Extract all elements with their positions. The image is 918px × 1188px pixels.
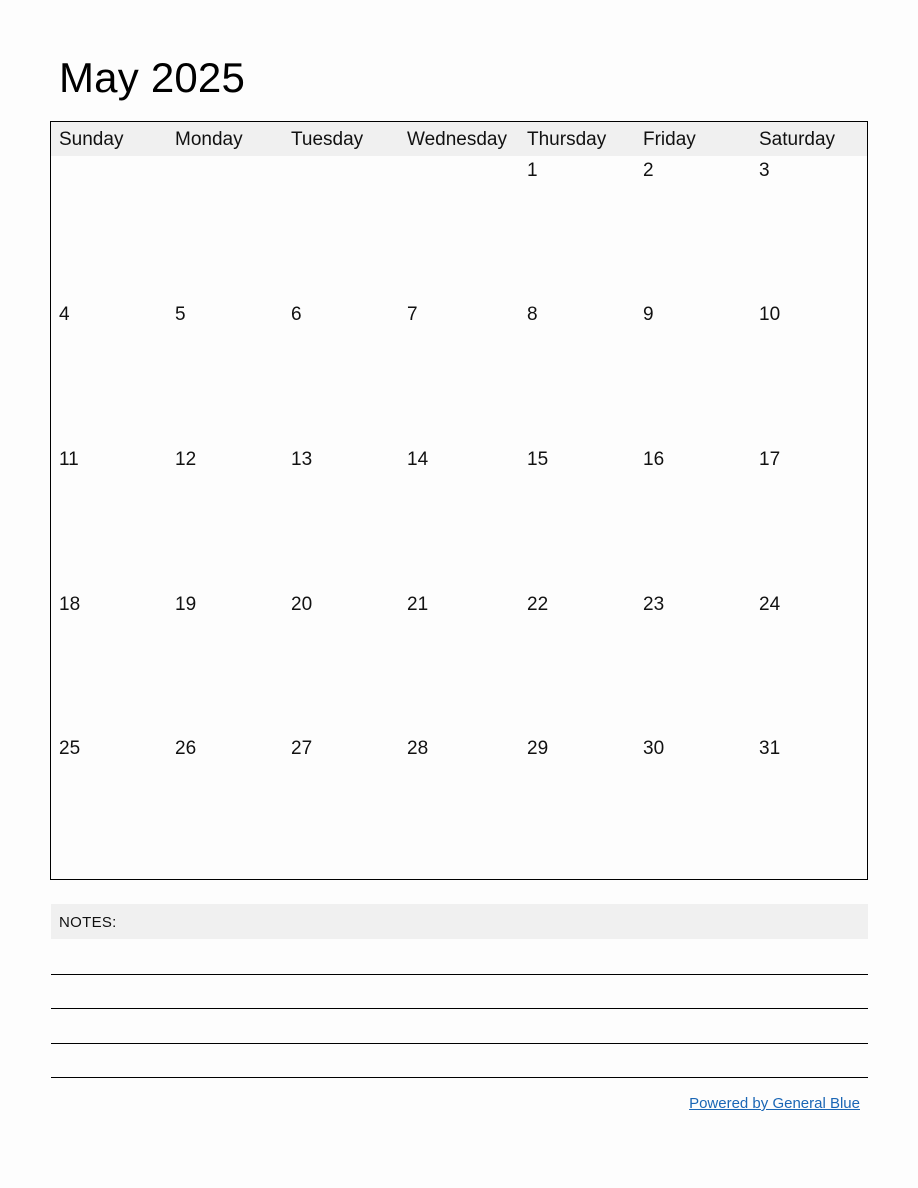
day-cell[interactable]: 25 bbox=[59, 738, 81, 759]
notes-header bbox=[51, 904, 868, 939]
day-cell[interactable]: 5 bbox=[175, 304, 186, 325]
day-cell[interactable]: 4 bbox=[59, 304, 70, 325]
weekday-sunday: Sunday bbox=[59, 129, 124, 150]
weekday-friday: Friday bbox=[643, 129, 696, 150]
day-cell[interactable]: 20 bbox=[291, 594, 313, 615]
note-line[interactable] bbox=[51, 1043, 868, 1044]
calendar-title: May 2025 bbox=[59, 54, 246, 101]
weekday-wednesday: Wednesday bbox=[407, 129, 507, 150]
day-cell[interactable]: 1 bbox=[527, 160, 538, 181]
day-cell[interactable]: 3 bbox=[759, 160, 770, 181]
day-cell[interactable]: 24 bbox=[759, 594, 781, 615]
powered-by-link[interactable]: Powered by General Blue bbox=[689, 1095, 860, 1112]
weekday-thursday: Thursday bbox=[527, 129, 607, 150]
note-line[interactable] bbox=[51, 1077, 868, 1078]
note-line[interactable] bbox=[51, 974, 868, 975]
day-cell[interactable]: 12 bbox=[175, 449, 197, 470]
day-cell[interactable]: 6 bbox=[291, 304, 302, 325]
day-cell[interactable]: 10 bbox=[759, 304, 781, 325]
day-cell[interactable]: 30 bbox=[643, 738, 665, 759]
day-cell[interactable]: 17 bbox=[759, 449, 781, 470]
day-cell[interactable]: 28 bbox=[407, 738, 429, 759]
day-cell[interactable]: 22 bbox=[527, 594, 549, 615]
day-cell[interactable]: 18 bbox=[59, 594, 81, 615]
day-cell[interactable]: 26 bbox=[175, 738, 197, 759]
day-cell[interactable]: 21 bbox=[407, 594, 429, 615]
day-cell[interactable]: 23 bbox=[643, 594, 665, 615]
weekday-header bbox=[51, 122, 867, 156]
notes-label: NOTES: bbox=[59, 914, 117, 931]
day-cell[interactable]: 29 bbox=[527, 738, 549, 759]
calendar-grid bbox=[50, 121, 868, 880]
day-cell[interactable]: 14 bbox=[407, 449, 429, 470]
day-cell[interactable]: 31 bbox=[759, 738, 781, 759]
weekday-saturday: Saturday bbox=[759, 129, 836, 150]
note-line[interactable] bbox=[51, 1008, 868, 1009]
day-cell[interactable]: 7 bbox=[407, 304, 418, 325]
day-cell[interactable]: 16 bbox=[643, 449, 665, 470]
day-cell[interactable]: 9 bbox=[643, 304, 654, 325]
day-cell[interactable]: 8 bbox=[527, 304, 538, 325]
day-cell[interactable]: 11 bbox=[59, 449, 79, 470]
weekday-tuesday: Tuesday bbox=[291, 129, 364, 150]
day-cell[interactable]: 27 bbox=[291, 738, 313, 759]
day-cell[interactable]: 15 bbox=[527, 449, 549, 470]
day-cell[interactable]: 2 bbox=[643, 160, 654, 181]
weekday-monday: Monday bbox=[175, 129, 243, 150]
day-cell[interactable]: 13 bbox=[291, 449, 313, 470]
day-cell[interactable]: 19 bbox=[175, 594, 197, 615]
